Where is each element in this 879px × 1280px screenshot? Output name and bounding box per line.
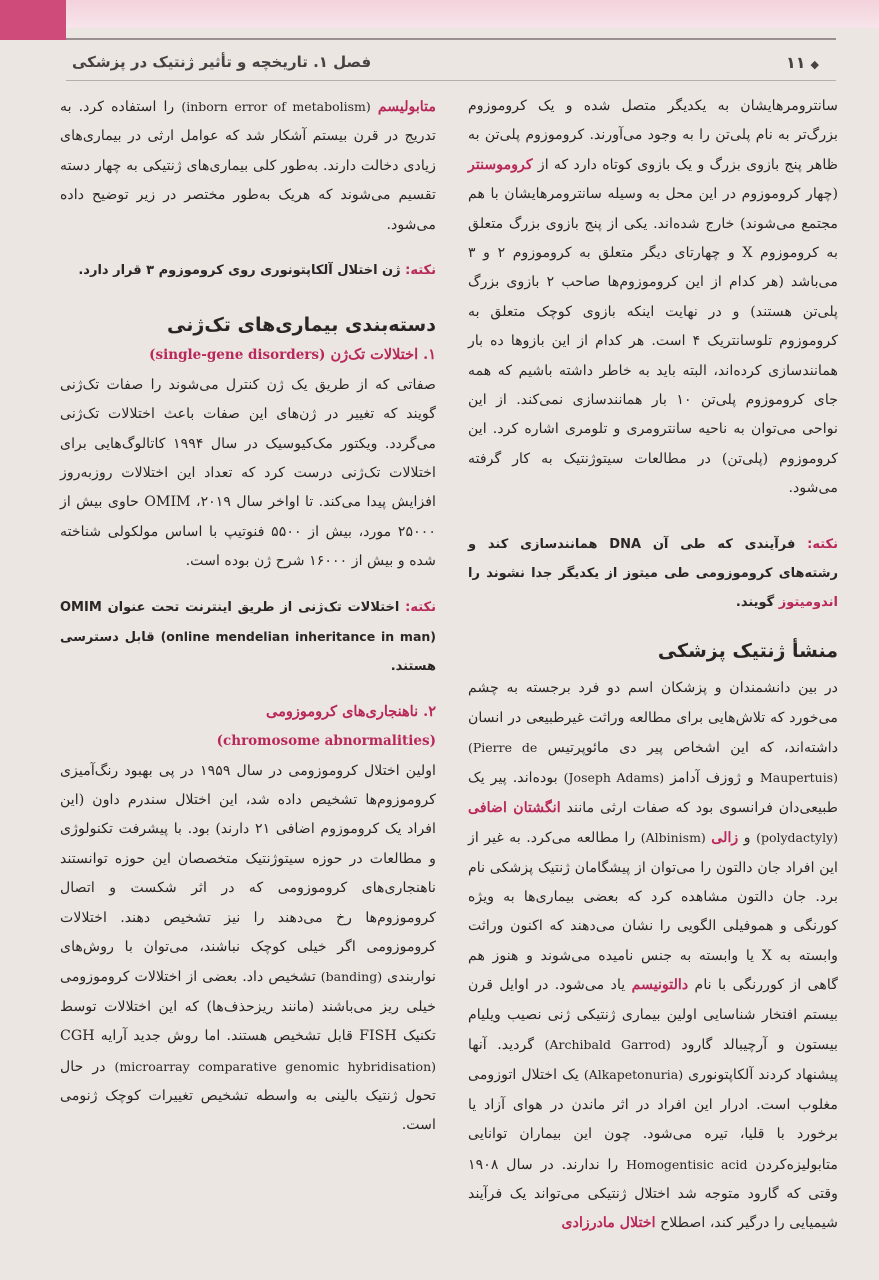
- paragraph-origin: در بین دانشمندان و پزشکان اسم دو فرد برجسته به چشم می‌خورد که تلاش‌هایی برای مطالعه وراثت غیرطبیعی در انسان داشته‌اند، که این اشخاص پیر دی مائوپرتیس (Pierre de Maupertuis) و ژوزف آدامز (Joseph Adams) بوده‌اند. پیر یک طبیعی‌دان فرانسوی بود که صفات ارثی مانند انگشتان اضافی (polydactyly) و زالی (Albinism) را مطالعه می‌کرد. به غیر از این افراد جان دالتون را می‌توان از پیشگامان ژنتیک پزشکی نام برد. جان دالتون مشاهده کرد که بعضی بیماری‌ها به ویژه کورنگی و هموفیلی الگویی را نشان می‌دهند که اکنون وراثت وابسته به X یا وابسته به جنس نامیده می‌شوند و هنوز هم گاهی از کوررنگی با نام دالتونیسم یاد می‌شود. در اوایل قرن بیستم افتخار شناسایی اولین بیماری ژنتیکی ژنی نصیب ویلیام بیستون و آرچیبالد گارود (Archibald Garrod) گردید. آنها پیشنهاد کردند آلکاپتونوری (Alkapetonuria) یک اختلال اتوزومی مغلوب است. ادرار این افراد در اثر ماندن در هوای آزاد یا برخورد با قلیا، تیره می‌شود. چون این بیماران توانایی متابولیزه‌کردن Homogentisic acid را ندارند. در سال ۱۹۰۸ وقتی که گارود متوجه شد اختلال ژنتیکی می‌تواند یک فرآیند شیمیایی را درگیر کند، اصطلاح اختلال مادرزادی: [468, 680, 839, 1232]
- term-chromocenter: کروموسنتر: [468, 156, 533, 173]
- right-column: [468, 92, 838, 1239]
- subheading-single-gene: ۱. اختلالات تک‌ژن (single-gene disorders): [149, 346, 436, 364]
- paragraph-polytene: سانترومرهایشان به یکدیگر متصل شده و یک کروموزوم بزرگ‌تر به نام پلی‌تن را به وجود می‌آورند. کروموزوم پلی‌تن به ظاهر پنج بازوی بزرگ و یک بازوی کوتاه دارد که از کروموسنتر (چهار کروموزوم در این محل به وسیله سانترومرهایشان با هم مجتمع می‌شوند) خارج شده‌اند. یکی از پنج بازوی بزرگ متعلق به کروموزوم X و چهارتای دیگر متعلق به کروموزوم ۲ و ۳ می‌باشد (هر کدام از این کروموزوم‌ها صاحب ۲ بازوی بزرگ پلی‌تن هستند) و در نهایت اینکه بازوی کوچک متعلق به کروموزوم تلوسانتریک ۴ است. هر کدام از این بازوها ده بار همانندسازی کرده‌اند، البته باید به خاطر داشته باشیم که همه جای کروموزوم پلی‌تن ۱۰ بار همانندسازی نمی‌کند. از این نواحی می‌توان به ناحیه سانترومری و تلومری اشاره کرد. این کروموزوم (پلی‌تن) در مطالعات سیتوژنتیک به کار گرفته می‌شود.: [468, 98, 839, 497]
- note-label: نکته:: [405, 263, 436, 279]
- page-number: ۱۱: [786, 52, 806, 72]
- term-congenital-disorder: اختلال مادرزادی: [561, 1215, 656, 1232]
- header-underline: [66, 80, 836, 81]
- note-label: نکته:: [807, 536, 838, 552]
- header-band: [0, 0, 879, 28]
- paragraph-metabolism: متابولیسم (inborn error of metabolism) را استفاده کرد. به تدریج در قرن بیستم آشکار شد که عوامل ارثی در بیماری‌های زیادی دخالت دارند. به‌طور کلی بیماری‌های ژنتیکی به چهار دسته تقسیم می‌شوند که هریک به‌طور مختصر در زیر توضیح داده می‌شود.: [60, 99, 436, 233]
- note-endomitosis: نکته: فرآیندی که طی آن DNA همانندسازی کند و رشته‌های کروموزومی طی میتوز از یکدیگر جدا نشوند را اندومیتوز گویند.: [468, 536, 838, 610]
- note-alkaptonuria: نکته: ژن اختلال آلکاپتونوری روی کروموزوم ۳ قرار دارد.: [78, 263, 436, 279]
- chapter-color-tab: [0, 0, 66, 40]
- subheading-chromosome-en: (chromosome abnormalities): [216, 733, 436, 750]
- paragraph-chromosome: اولین اختلال کروموزومی در سال ۱۹۵۹ در پی بهبود رنگ‌آمیزی کروموزوم‌ها تشخیص داده شد، این اختلال سندرم داون (این افراد یک کروموزوم اضافی ۲۱ دارند) بود. با پیشرفت تکنولوژی و مطالعات در حوزه سیتوژنتیک متخصصان این حوزه توانستند ناهنجاری‌های کروموزومی که در اثر شکست و اتصال کروموزوم‌ها رخ می‌دهند را نیز تشخیص دهند. اختلالات کروموزومی اگر خیلی کوچک نباشند، می‌توان با روش‌های نواربندی (banding) تشخیص داد. بعضی از اختلالات کروموزومی خیلی ریز می‌باشند (مانند ریزحذف‌ها) که این اختلالات توسط تکنیک FISH قابل تشخیص هستند. اما روش جدید آرایه CGH (microarray comparative genomic hybridisation) در حال تحول ژنتیک بالینی به واسطه تشخیص تغییرات کوچک ژنومی است.: [60, 762, 437, 1134]
- term-polydactyly: انگشتان اضافی: [468, 799, 561, 816]
- section-heading-classification: دسته‌بندی بیماری‌های تک‌ژنی: [167, 314, 436, 337]
- note-omim: نکته: اختلالات تک‌ژنی از طریق اینترنت تحت عنوان OMIM (online mendelian inheritance in man) قابل دسترسی هستند.: [60, 599, 436, 674]
- subheading-chromosome: ۲. ناهنجاری‌های کروموزومی: [266, 702, 436, 720]
- term-endomitosis: اندومیتوز: [778, 594, 838, 610]
- note-label: نکته:: [405, 599, 436, 615]
- left-column: [60, 92, 436, 1141]
- running-header: [72, 46, 824, 78]
- term-albinism: زالی: [711, 830, 739, 847]
- diamond-icon: ◆: [810, 57, 819, 71]
- page-number-block: [786, 53, 824, 72]
- chapter-title: فصل ۱. تاریخچه و تأثیر ژنتیک در پزشکی: [72, 53, 372, 71]
- term-metabolism: متابولیسم: [377, 99, 436, 115]
- paragraph-single-gene: صفاتی که از طریق یک ژن کنترل می‌شوند را صفات تک‌ژنی گویند که تغییر در ژن‌های این صفات باعث اختلالات تک‌ژنی می‌گردد. ویکتور مک‌کیوسیک در سال ۱۹۹۴ کاتالوگ‌هایی برای اختلالات تک‌ژنی درست کرد که تعداد این اختلالات روزبه‌روز افزایش پیدا می‌کند. تا اواخر سال ۲۰۱۹، OMIM حاوی بیش از ۲۵۰۰۰ مورد، بیش از ۵۵۰۰ فنوتیپ با اساس مولکولی شناخته شده و بیش از ۱۶۰۰۰ شرح ژن بوده است.: [60, 376, 437, 570]
- section-heading-origin: منشأ ژنتیک پزشکی: [657, 639, 838, 662]
- header-divider: [66, 38, 836, 40]
- term-daltonism: دالتونیسم: [631, 977, 689, 994]
